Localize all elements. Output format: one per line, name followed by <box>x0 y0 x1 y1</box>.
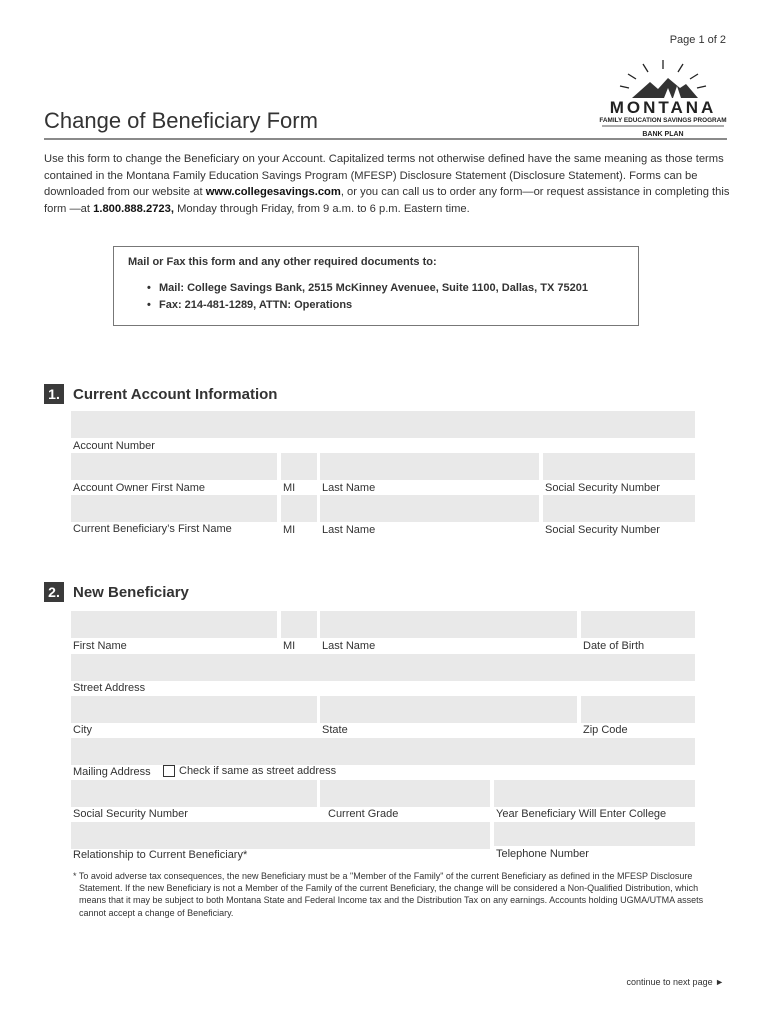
new-dob-input[interactable] <box>581 611 695 638</box>
owner-first-name-label: Account Owner First Name <box>73 482 206 494</box>
state-label: State <box>322 724 348 736</box>
section-1-number: 1. <box>44 384 64 404</box>
continue-next-page: continue to next page ► <box>626 977 724 987</box>
phone-number: 1.800.888.2723, <box>93 202 174 215</box>
current-grade-input[interactable] <box>320 780 490 807</box>
account-number-label: Account Number <box>73 440 155 452</box>
new-first-name-input[interactable] <box>71 611 277 638</box>
owner-ssn-label: Social Security Number <box>545 482 660 494</box>
mailing-address-input[interactable] <box>71 738 695 765</box>
beneficiary-first-name-input[interactable] <box>71 495 277 522</box>
montana-logo <box>598 58 728 140</box>
zip-code-label: Zip Code <box>583 724 628 736</box>
intro-part1: Use this form to change the Beneficiary on your Account. Capitalized terms not otherwise defined have the same meaning as those terms contained in the Montana Family Education Savings Program (MFESP) Disclosure Statement (Disclosure Statement). Forms can be downloaded from our website at <box>44 153 724 199</box>
new-first-name-label: First Name <box>73 640 127 652</box>
owner-last-name-input[interactable] <box>320 453 539 480</box>
section-1-title: Current Account Information <box>73 386 278 403</box>
owner-mi-label: MI <box>283 482 296 494</box>
beneficiary-ssn-input[interactable] <box>543 495 695 522</box>
new-mi-input[interactable] <box>281 611 317 638</box>
beneficiary-ssn-label: Social Security Number <box>545 524 660 536</box>
page-title: Change of Beneficiary Form <box>44 108 318 133</box>
new-last-name-input[interactable] <box>320 611 577 638</box>
section-2-title: New Beneficiary <box>73 584 189 601</box>
owner-ssn-input[interactable] <box>543 453 695 480</box>
owner-first-name-input[interactable] <box>71 453 277 480</box>
logo-line1: FAMILY EDUCATION SAVINGS PROGRAM <box>599 117 727 124</box>
intro-text <box>44 151 730 217</box>
logo-name: MONTANA <box>609 98 717 117</box>
mail-heading: Mail or Fax this form and any other required documents to: <box>128 256 437 268</box>
beneficiary-mi-input[interactable] <box>281 495 317 522</box>
new-ssn-input[interactable] <box>71 780 317 807</box>
telephone-input[interactable] <box>494 822 695 846</box>
same-as-street-label: Check if same as street address <box>179 765 337 777</box>
street-address-input[interactable] <box>71 654 695 681</box>
owner-mi-input[interactable] <box>281 453 317 480</box>
same-as-street-checkbox[interactable] <box>163 765 175 777</box>
section-2-number: 2. <box>44 582 64 602</box>
beneficiary-last-name-input[interactable] <box>320 495 539 522</box>
relationship-label: Relationship to Current Beneficiary* <box>73 849 248 861</box>
intro-part2: , or you can call us to order any form—or request assistance in completing this form —at <box>44 186 730 215</box>
new-last-name-label: Last Name <box>322 640 376 652</box>
beneficiary-mi-label: MI <box>283 524 296 536</box>
zip-code-input[interactable] <box>581 696 695 723</box>
telephone-label: Telephone Number <box>496 848 589 860</box>
account-number-input[interactable] <box>71 411 695 438</box>
beneficiary-first-name-label: Current Beneficiary’s First Name <box>73 523 232 535</box>
title-divider <box>44 138 727 140</box>
website-link[interactable]: www.collegesavings.com <box>205 186 341 199</box>
mailing-address-label: Mailing Address <box>73 766 151 778</box>
new-mi-label: MI <box>283 640 296 652</box>
intro-part3: Monday through Friday, from 9 a.m. to 6 p.m. Eastern time. <box>173 202 470 215</box>
year-enter-college-input[interactable] <box>494 780 695 807</box>
relationship-input[interactable] <box>71 822 490 849</box>
mail-address: • Mail: College Savings Bank, 2515 McKinney Avenuee, Suite 1100, Dallas, TX 75201 <box>147 280 588 297</box>
fax-number: • Fax: 214-481-1289, ATTN: Operations <box>147 297 588 314</box>
year-enter-college-label: Year Beneficiary Will Enter College <box>496 808 667 820</box>
street-address-label: Street Address <box>73 682 146 694</box>
footnote: * To avoid adverse tax consequences, the new Beneficiary must be a "Member of the Family" of the current Beneficiary as defined in the MFESP Disclosure Statement. If the new Beneficiary is not a Member of the Family of the current Beneficiary, the change will be considered a Non-Qualified Distribution, which means that it may be subject to both Montana State and Federal Income tax and the Distribution Tax on any earnings. Accounts holding UGMA/UTMA assets cannot accept a change of Beneficiary. <box>73 871 704 918</box>
city-label: City <box>73 724 92 736</box>
mail-list <box>147 280 588 314</box>
current-grade-label: Current Grade <box>328 808 399 820</box>
new-ssn-label: Social Security Number <box>73 808 188 820</box>
logo-line2: BANK PLAN <box>642 131 684 138</box>
beneficiary-last-name-label: Last Name <box>322 524 376 536</box>
city-input[interactable] <box>71 696 317 723</box>
state-input[interactable] <box>320 696 577 723</box>
page-number: Page 1 of 2 <box>669 34 726 46</box>
owner-last-name-label: Last Name <box>322 482 376 494</box>
new-dob-label: Date of Birth <box>583 640 645 652</box>
